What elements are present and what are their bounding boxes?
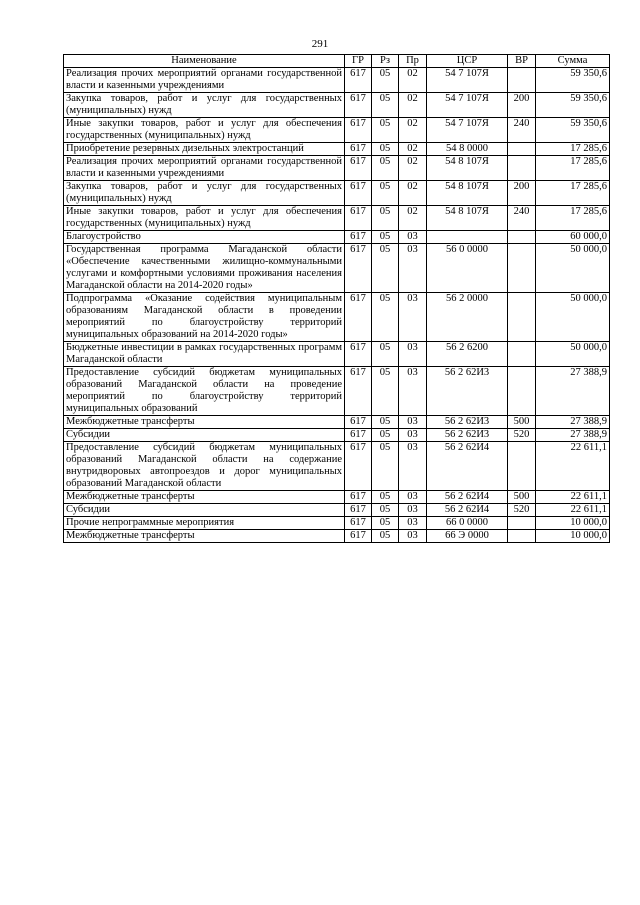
cell-gr: 617 (345, 231, 372, 244)
cell-name: Предоставление субсидий бюджетам муниципальных образований Магаданской области на проведение мероприятий по благоустройству территорий муниципальных образований (64, 367, 345, 416)
cell-rz: 05 (372, 231, 399, 244)
header-rz: Рз (372, 55, 399, 68)
cell-pr: 03 (399, 530, 427, 543)
cell-csr: 54 8 107Я (427, 206, 508, 231)
cell-sum: 17 285,6 (536, 143, 610, 156)
cell-csr: 54 8 107Я (427, 156, 508, 181)
cell-sum: 10 000,0 (536, 530, 610, 543)
cell-vr (508, 68, 536, 93)
cell-rz: 05 (372, 293, 399, 342)
cell-sum: 17 285,6 (536, 156, 610, 181)
cell-pr: 02 (399, 181, 427, 206)
table-row (64, 442, 610, 491)
cell-vr: 240 (508, 118, 536, 143)
header-csr: ЦСР (427, 55, 508, 68)
cell-vr (508, 530, 536, 543)
cell-name: Закупка товаров, работ и услуг для государственных (муниципальных) нужд (64, 181, 345, 206)
cell-rz: 05 (372, 206, 399, 231)
cell-csr: 56 2 62И3 (427, 429, 508, 442)
cell-name: Межбюджетные трансферты (64, 491, 345, 504)
cell-gr: 617 (345, 442, 372, 491)
cell-name: Реализация прочих мероприятий органами государственной власти и казенными учреждениями (64, 68, 345, 93)
cell-rz: 05 (372, 342, 399, 367)
cell-vr: 200 (508, 93, 536, 118)
cell-name: Реализация прочих мероприятий органами государственной власти и казенными учреждениями (64, 156, 345, 181)
cell-sum: 22 611,1 (536, 504, 610, 517)
cell-csr: 54 7 107Я (427, 93, 508, 118)
cell-gr: 617 (345, 517, 372, 530)
table-row (64, 93, 610, 118)
cell-rz: 05 (372, 181, 399, 206)
cell-vr (508, 293, 536, 342)
cell-gr: 617 (345, 504, 372, 517)
cell-vr: 200 (508, 181, 536, 206)
cell-rz: 05 (372, 491, 399, 504)
cell-pr: 03 (399, 429, 427, 442)
cell-csr: 56 2 62И3 (427, 367, 508, 416)
table-body (64, 68, 610, 543)
cell-gr: 617 (345, 206, 372, 231)
cell-name: Субсидии (64, 429, 345, 442)
cell-csr: 56 2 62И3 (427, 416, 508, 429)
cell-gr: 617 (345, 143, 372, 156)
cell-csr: 54 8 107Я (427, 181, 508, 206)
cell-sum: 27 388,9 (536, 367, 610, 416)
cell-sum: 17 285,6 (536, 206, 610, 231)
cell-name: Бюджетные инвестиции в рамках государственных программ Магаданской области (64, 342, 345, 367)
cell-sum: 17 285,6 (536, 181, 610, 206)
cell-rz: 05 (372, 504, 399, 517)
cell-gr: 617 (345, 244, 372, 293)
cell-vr (508, 143, 536, 156)
cell-vr (508, 367, 536, 416)
cell-gr: 617 (345, 293, 372, 342)
table-row (64, 530, 610, 543)
cell-rz: 05 (372, 530, 399, 543)
cell-name: Закупка товаров, работ и услуг для государственных (муниципальных) нужд (64, 93, 345, 118)
cell-sum: 27 388,9 (536, 429, 610, 442)
cell-csr: 54 8 0000 (427, 143, 508, 156)
cell-vr: 520 (508, 504, 536, 517)
table-row (64, 367, 610, 416)
cell-csr: 56 0 0000 (427, 244, 508, 293)
cell-pr: 03 (399, 491, 427, 504)
cell-name: Предоставление субсидий бюджетам муниципальных образований Магаданской области на содержание внутридворовых автопроездов и дорог муниципальных образований Магаданской области (64, 442, 345, 491)
cell-vr: 240 (508, 206, 536, 231)
cell-pr: 02 (399, 118, 427, 143)
cell-csr: 66 Э 0000 (427, 530, 508, 543)
cell-csr: 56 2 62И4 (427, 491, 508, 504)
cell-vr (508, 342, 536, 367)
cell-sum: 59 350,6 (536, 118, 610, 143)
cell-gr: 617 (345, 68, 372, 93)
cell-rz: 05 (372, 93, 399, 118)
budget-table (63, 54, 610, 543)
header-pr: Пр (399, 55, 427, 68)
cell-rz: 05 (372, 367, 399, 416)
cell-vr (508, 231, 536, 244)
table-row (64, 156, 610, 181)
cell-pr: 03 (399, 293, 427, 342)
cell-vr (508, 156, 536, 181)
cell-sum: 10 000,0 (536, 517, 610, 530)
cell-name: Прочие непрограммные мероприятия (64, 517, 345, 530)
cell-name: Субсидии (64, 504, 345, 517)
cell-rz: 05 (372, 517, 399, 530)
cell-gr: 617 (345, 491, 372, 504)
cell-gr: 617 (345, 416, 372, 429)
cell-vr: 500 (508, 491, 536, 504)
cell-csr: 56 2 62И4 (427, 442, 508, 491)
cell-rz: 05 (372, 156, 399, 181)
table-row (64, 118, 610, 143)
cell-pr: 02 (399, 156, 427, 181)
cell-sum: 27 388,9 (536, 416, 610, 429)
cell-rz: 05 (372, 442, 399, 491)
cell-pr: 03 (399, 367, 427, 416)
table-row (64, 342, 610, 367)
cell-pr: 02 (399, 68, 427, 93)
header-vr: ВР (508, 55, 536, 68)
cell-gr: 617 (345, 342, 372, 367)
cell-name: Межбюджетные трансферты (64, 530, 345, 543)
cell-csr: 54 7 107Я (427, 118, 508, 143)
cell-pr: 03 (399, 244, 427, 293)
cell-sum: 59 350,6 (536, 68, 610, 93)
table-row (64, 517, 610, 530)
cell-sum: 50 000,0 (536, 293, 610, 342)
cell-csr: 56 2 0000 (427, 293, 508, 342)
cell-rz: 05 (372, 143, 399, 156)
cell-pr: 03 (399, 342, 427, 367)
cell-pr: 03 (399, 517, 427, 530)
table-row (64, 429, 610, 442)
cell-csr: 56 2 62И4 (427, 504, 508, 517)
cell-csr: 66 0 0000 (427, 517, 508, 530)
cell-vr: 500 (508, 416, 536, 429)
cell-vr (508, 517, 536, 530)
table-row (64, 206, 610, 231)
cell-sum: 22 611,1 (536, 442, 610, 491)
cell-sum: 60 000,0 (536, 231, 610, 244)
cell-gr: 617 (345, 118, 372, 143)
cell-sum: 59 350,6 (536, 93, 610, 118)
cell-name: Приобретение резервных дизельных электростанций (64, 143, 345, 156)
cell-pr: 03 (399, 416, 427, 429)
table-row (64, 181, 610, 206)
table-row (64, 293, 610, 342)
page-number: 291 (311, 38, 329, 50)
cell-sum: 22 611,1 (536, 491, 610, 504)
cell-pr: 03 (399, 231, 427, 244)
cell-pr: 03 (399, 442, 427, 491)
cell-gr: 617 (345, 429, 372, 442)
cell-csr: 54 7 107Я (427, 68, 508, 93)
cell-rz: 05 (372, 68, 399, 93)
cell-vr (508, 244, 536, 293)
cell-gr: 617 (345, 156, 372, 181)
table-row (64, 491, 610, 504)
cell-rz: 05 (372, 118, 399, 143)
table-row (64, 143, 610, 156)
cell-rz: 05 (372, 416, 399, 429)
cell-rz: 05 (372, 429, 399, 442)
header-sum: Сумма (536, 55, 610, 68)
cell-name: Государственная программа Магаданской области «Обеспечение качественными жилищно-коммунальными услугами и комфортными условиями проживания населения Магаданской области на 2014-2020 годы» (64, 244, 345, 293)
table-row (64, 244, 610, 293)
cell-pr: 02 (399, 143, 427, 156)
cell-name: Подпрограмма «Оказание содействия муниципальным образованиям Магаданской области в проведении мероприятий по благоустройству территорий муниципальных образований на 2014-2020 годы» (64, 293, 345, 342)
cell-sum: 50 000,0 (536, 244, 610, 293)
cell-name: Иные закупки товаров, работ и услуг для обеспечения государственных (муниципальных) нужд (64, 206, 345, 231)
cell-rz: 05 (372, 244, 399, 293)
cell-pr: 02 (399, 93, 427, 118)
cell-csr: 56 2 6200 (427, 342, 508, 367)
cell-pr: 02 (399, 206, 427, 231)
header-name: Наименование (64, 55, 345, 68)
table-row (64, 231, 610, 244)
cell-gr: 617 (345, 93, 372, 118)
cell-gr: 617 (345, 181, 372, 206)
cell-sum: 50 000,0 (536, 342, 610, 367)
table-row (64, 68, 610, 93)
cell-gr: 617 (345, 367, 372, 416)
cell-csr (427, 231, 508, 244)
cell-name: Межбюджетные трансферты (64, 416, 345, 429)
cell-vr (508, 442, 536, 491)
cell-vr: 520 (508, 429, 536, 442)
table-header-row (64, 55, 610, 68)
cell-name: Иные закупки товаров, работ и услуг для обеспечения государственных (муниципальных) нужд (64, 118, 345, 143)
header-gr: ГР (345, 55, 372, 68)
table-row (64, 416, 610, 429)
cell-pr: 03 (399, 504, 427, 517)
cell-name: Благоустройство (64, 231, 345, 244)
table-row (64, 504, 610, 517)
cell-gr: 617 (345, 530, 372, 543)
